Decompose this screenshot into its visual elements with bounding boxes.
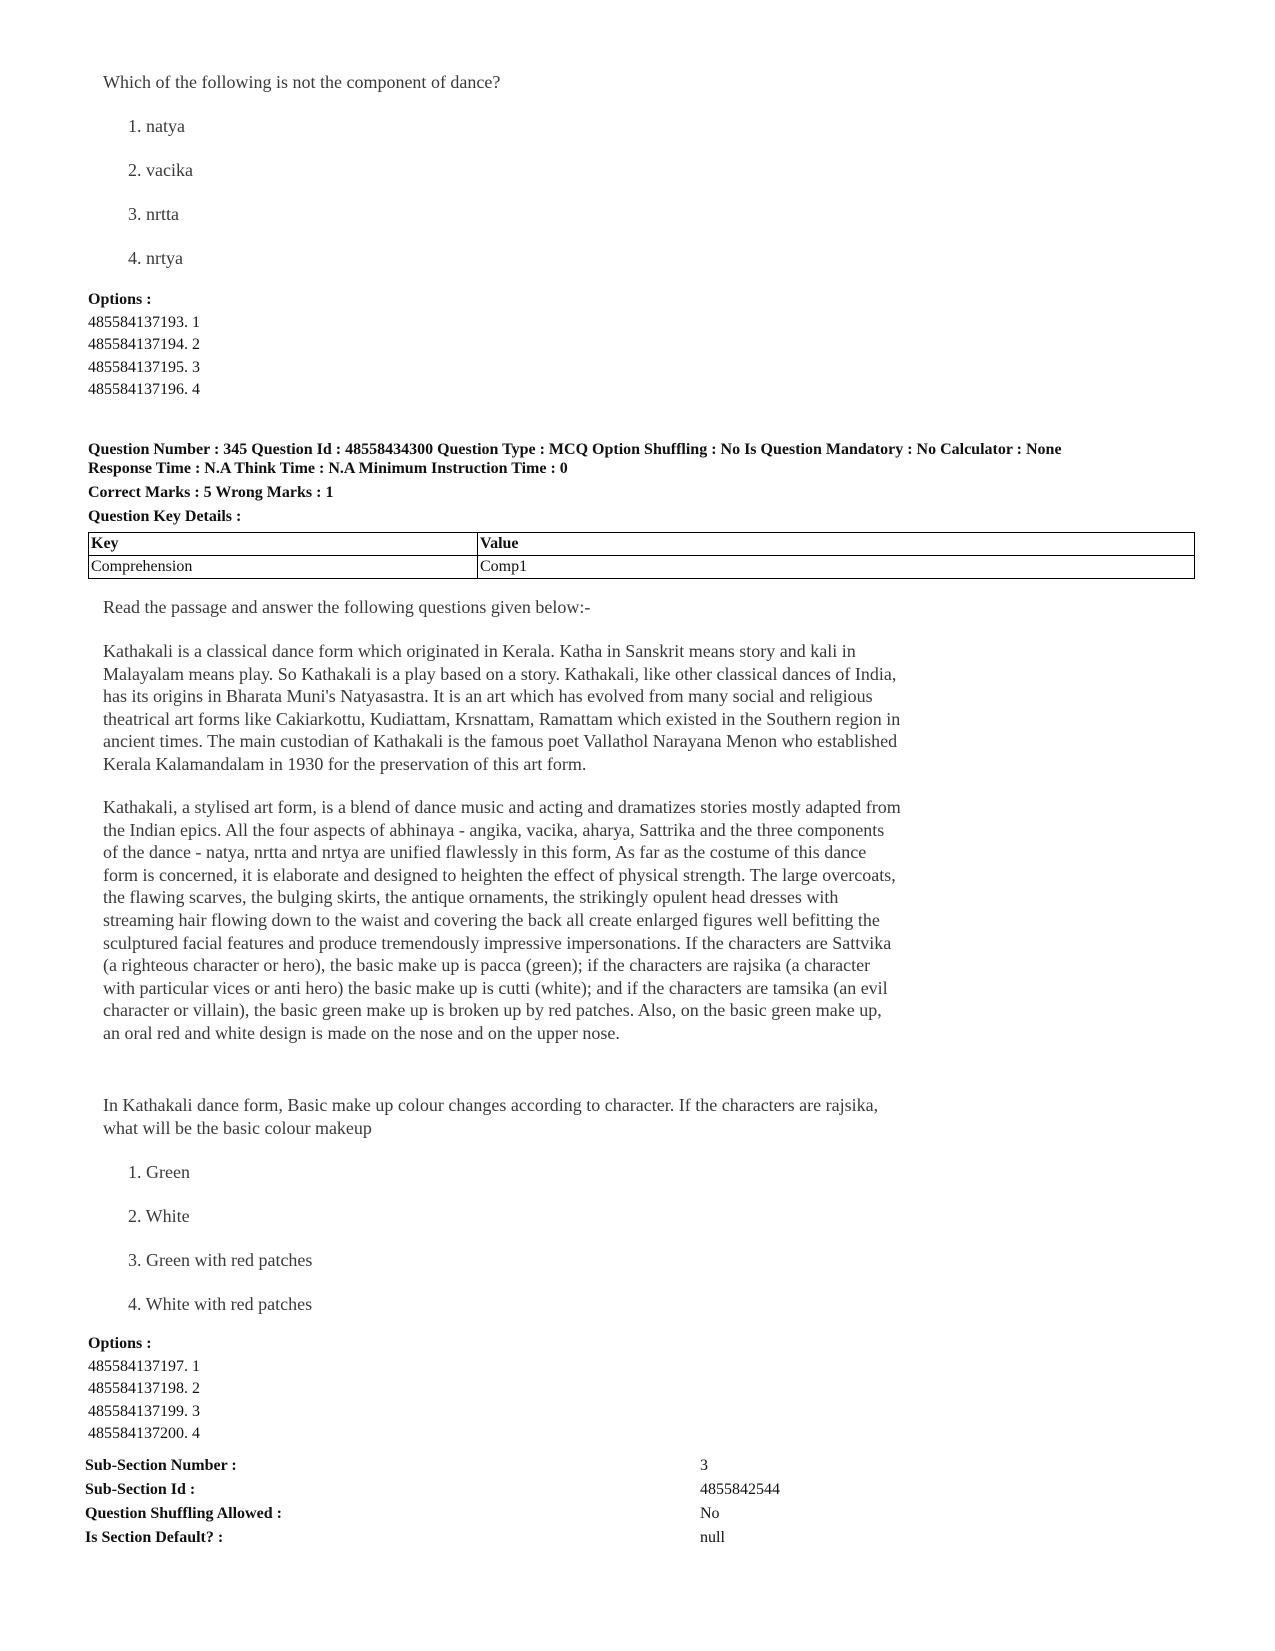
key-table [88,532,1195,579]
subsection-value: 3 [700,1457,708,1474]
subsection-row [85,1455,785,1479]
passage-paragraph-1: Kathakali is a classical dance form which originated in Kerala. Katha in Sanskrit means story and kali in Malayalam means play. So Kathakali is a play based on a story. Kathakali, like other classical dances of India, has its origins in Bharata Muni's Natyasastra. It is an art which has evolved from many social and religious theatrical art forms like Cakiarkottu, Kudiattam, Krsnattam, Ramattam which existed in the Southern region in ancient times. The main custodian of Kathakali is the famous poet Vallathol Narayana Menon who established Kerala Kalamandalam in 1930 for the preservation of this art form. [103,641,901,774]
choice-1: 1. natya [128,116,185,136]
subsection-value: null [700,1529,725,1546]
passage-intro: Read the passage and answer the following questions given below:- [103,597,591,617]
option-id: 485584137196. 4 [88,381,200,399]
key-details-label: Question Key Details : [88,508,242,525]
marks: Correct Marks : 5 Wrong Marks : 1 [88,484,334,501]
question-text: Which of the following is not the component of dance? [103,72,501,92]
options-block [88,289,200,402]
subsection-info [85,1455,785,1551]
subsection-value: 4855842544 [700,1481,780,1498]
options-label: Options : [88,1335,152,1352]
choice-1: 1. Green [128,1162,190,1182]
table-row [89,556,1195,579]
table-cell: Comp1 [478,556,1195,579]
subsection-label: Sub-Section Number : [85,1457,237,1474]
option-id: 485584137198. 2 [88,1380,200,1398]
meta-line-2: Response Time : N.A Think Time : N.A Minimum Instruction Time : 0 [88,459,568,477]
subsection-row [85,1527,785,1551]
choice-3: 3. Green with red patches [128,1250,313,1270]
choice-4: 4. nrtya [128,248,183,268]
subsection-label: Is Section Default? : [85,1529,224,1546]
choice-4: 4. White with red patches [128,1294,313,1314]
table-header-key: Key [89,533,478,556]
option-id: 485584137200. 4 [88,1425,200,1443]
options-label: Options : [88,291,152,308]
option-id: 485584137197. 1 [88,1357,200,1375]
question-meta [88,441,1228,478]
subsection-row [85,1503,785,1527]
choice-2: 2. White [128,1206,190,1226]
meta-line-1: Question Number : 345 Question Id : 48558434300 Question Type : MCQ Option Shuffling : No Is Question Mandatory : No Calculator : None [88,441,1062,458]
subsection-row [85,1479,785,1503]
passage-paragraph-2: Kathakali, a stylised art form, is a blend of dance music and acting and dramatizes stories mostly adapted from the Indian epics. All the four aspects of abhinaya - angika, vacika, aharya, Sattrika and the three components of the dance - natya, nrtta and nrtya are unified flawlessly in this form, As far as the costume of this dance form is concerned, it is elaborate and designed to heighten the effect of physical strength. The large overcoats, the flawing scarves, the bulging skirts, the antique ornaments, the strikingly opulent head dresses with streaming hair flowing down to the waist and covering the back all create enlarged figures well befitting the sculptured facial features and produce tremendously impressive impersonations. If the characters are Sattvika (a righteous character or hero), the basic make up is pacca (green); if the characters are rajsika (a character with particular vices or anti hero) the basic make up is cutti (white); and if the characters are tamsika (an evil character or villain), the basic green make up is broken up by red patches. Also, on the basic green make up, an oral red and white design is made on the nose and on the upper nose. [103,797,901,1043]
option-id: 485584137195. 3 [88,358,200,376]
subsection-value: No [700,1505,720,1522]
subsection-label: Question Shuffling Allowed : [85,1505,282,1522]
table-row [89,533,1195,556]
option-id: 485584137199. 3 [88,1402,200,1420]
option-id: 485584137193. 1 [88,313,200,331]
question-text: In Kathakali dance form, Basic make up colour changes according to character. If the characters are rajsika, what will be the basic colour makeup [103,1095,879,1138]
subsection-label: Sub-Section Id : [85,1481,196,1498]
table-cell: Comprehension [89,556,478,579]
choice-3: 3. nrtta [128,204,179,224]
choice-2: 2. vacika [128,160,193,180]
option-id: 485584137194. 2 [88,336,200,354]
options-block [88,1333,200,1446]
table-header-value: Value [478,533,1195,556]
